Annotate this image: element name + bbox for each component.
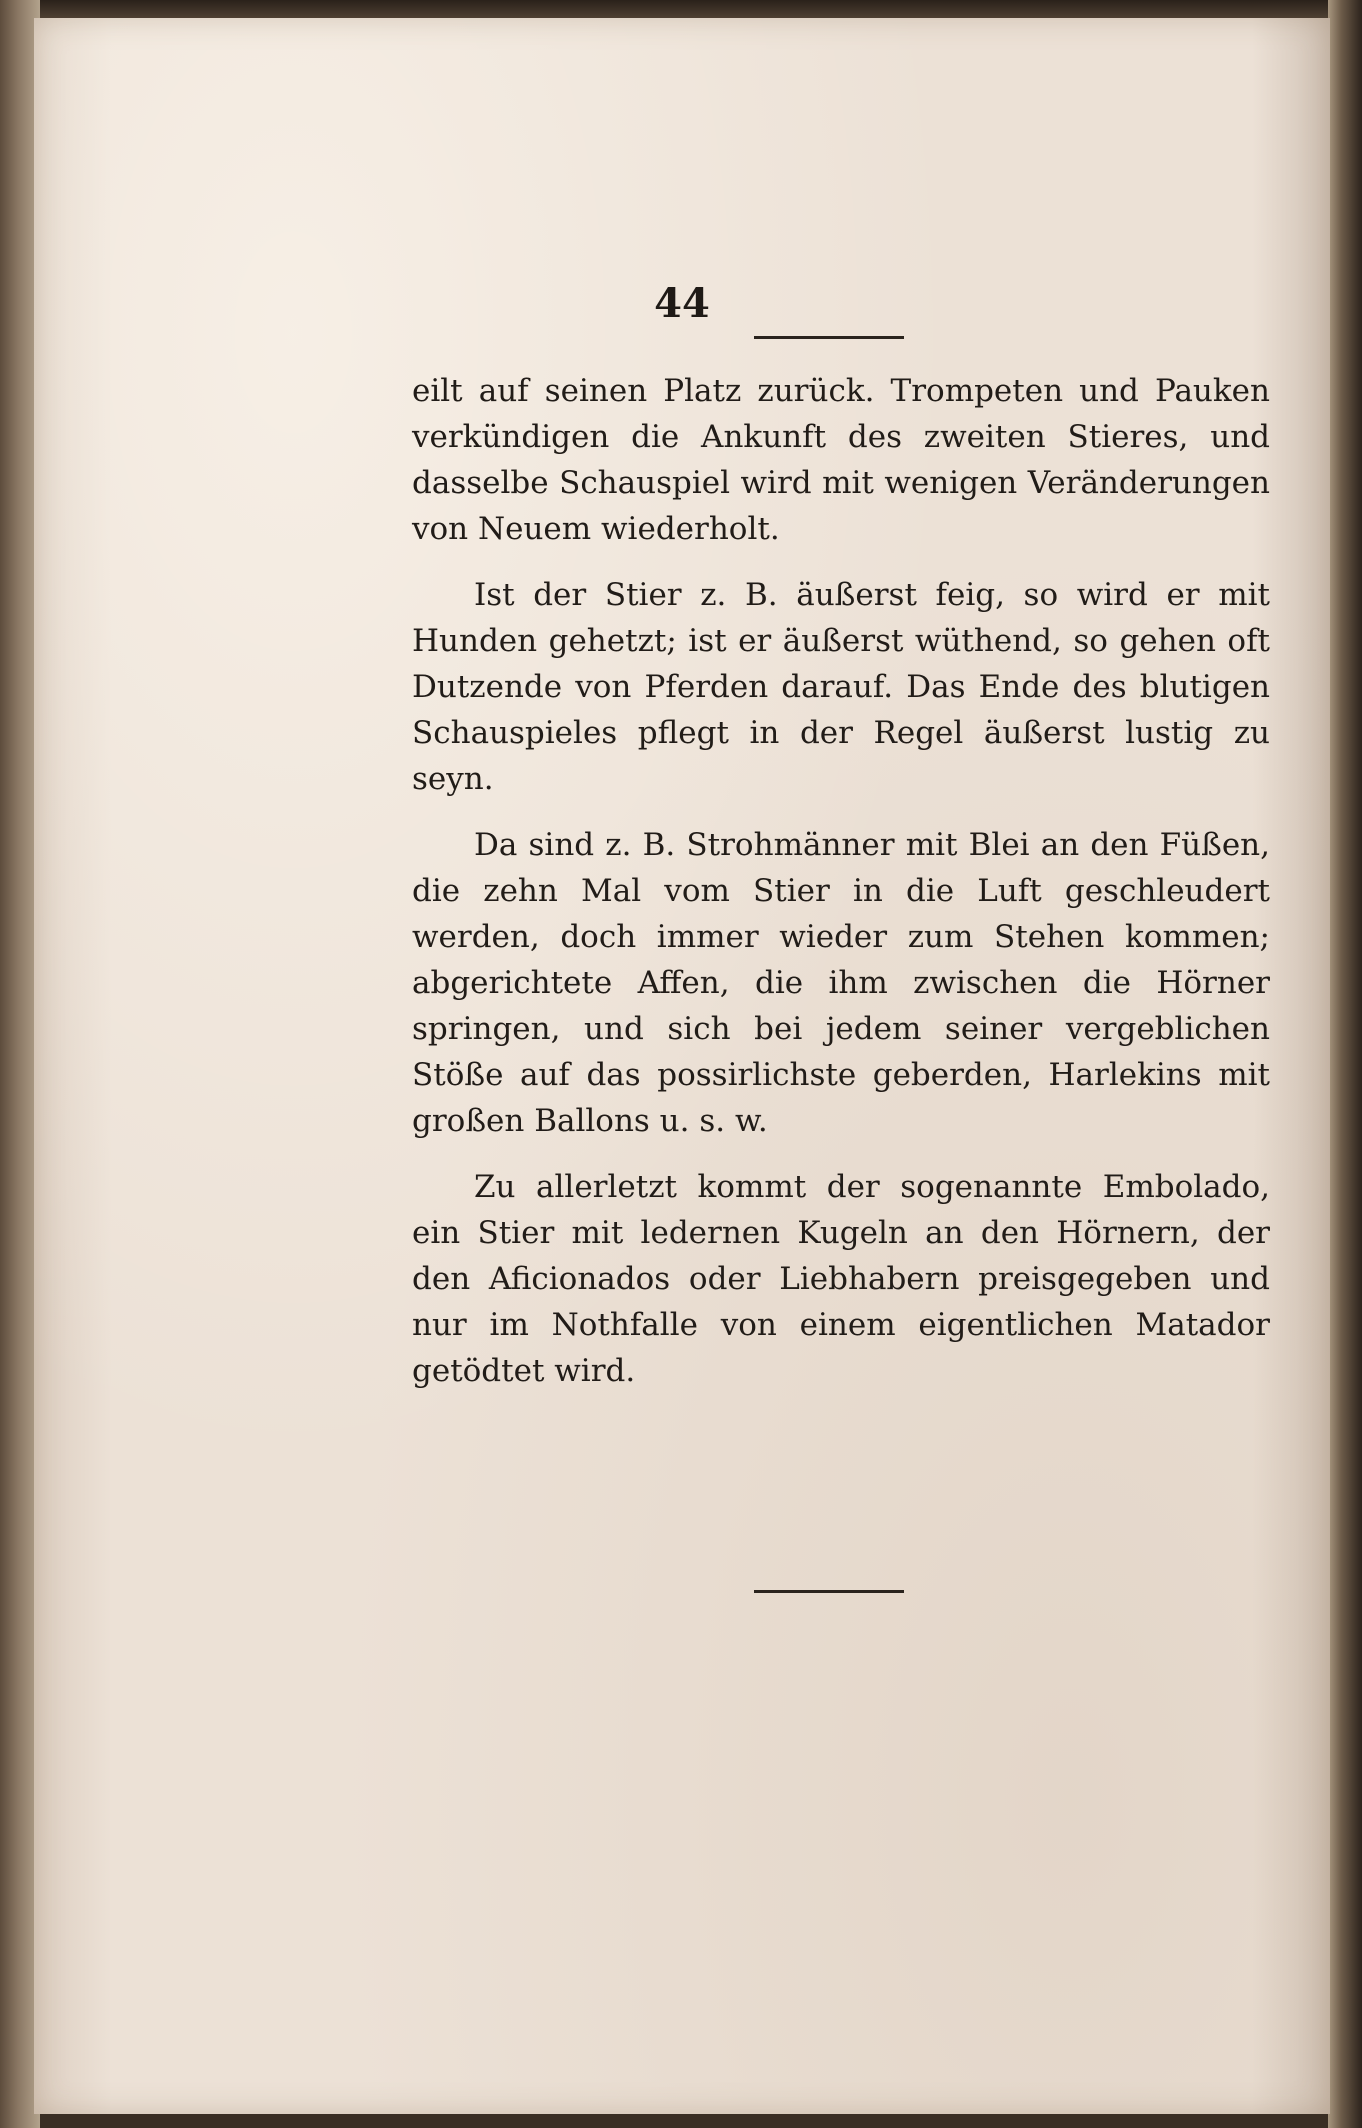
paper-page <box>34 18 1330 2114</box>
paragraph-3: Da sind z. B. Strohmänner mit Blei an den Füßen, die zehn Mal vom Stier in die Luft geschleudert werden, doch immer wieder zum Stehen kommen; abgerichtete Affen, die ihm zwischen die Hörner springen, und sich bei jedem seiner vergeblichen Stöße auf das possirlichste geberden, Harlekins mit großen Ballons u. s. w. <box>412 827 1270 1139</box>
end-rule <box>754 1590 904 1593</box>
page-number: 44 <box>654 280 710 327</box>
body-text <box>412 368 1270 1414</box>
book-cover-right-edge <box>1328 0 1362 2128</box>
paragraph-1: eilt auf seinen Platz zurück. Trompeten und Pauken verkündigen die Ankunft des zweiten Stieres, und dasselbe Schauspiel wird mit wenigen Veränderungen von Neuem wiederholt. <box>412 373 1270 547</box>
header-rule <box>754 336 904 339</box>
paragraph-4: Zu allerletzt kommt der sogenannte Embolado, ein Stier mit ledernen Kugeln an den Hörnern, der den Aficionados oder Liebhabern preisgegeben und nur im Nothfalle von einem eigentlichen Matador getödtet wird. <box>412 1169 1270 1389</box>
paragraph-2: Ist der Stier z. B. äußerst feig, so wird er mit Hunden gehetzt; ist er äußerst wüthend, so gehen oft Dutzende von Pferden darauf. Das Ende des blutigen Schauspieles pflegt in der Regel äußerst lustig zu seyn. <box>412 577 1270 797</box>
